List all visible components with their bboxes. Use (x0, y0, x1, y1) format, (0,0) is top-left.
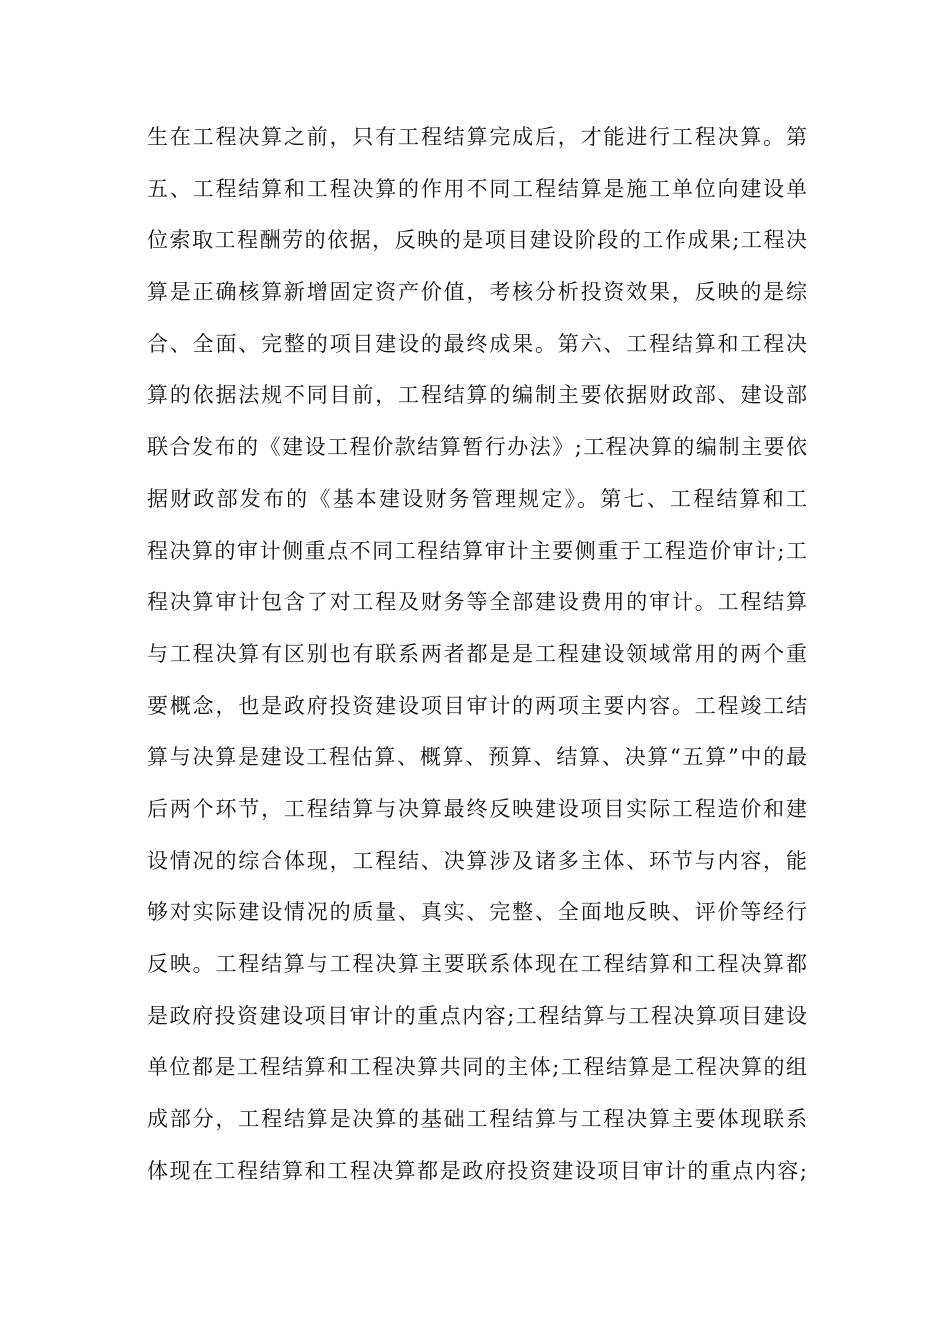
text-line: 据财政部发布的《基本建设财务管理规定》。第七、工程结算和工 (147, 486, 807, 511)
text-line: 合、全面、完整的项目建设的最终成果。第六、工程结算和工程决 (147, 331, 807, 356)
text-line: 生在工程决算之前，只有工程结算完成后，才能进行工程决算。第 (147, 125, 807, 149)
text-line: 程决算审计包含了对工程及财务等全部建设费用的审计。工程结算 (147, 590, 807, 615)
text-line: 后两个环节，工程结算与决算最终反映建设项目实际工程造价和建 (147, 796, 807, 821)
text-line: 五、工程结算和工程决算的作用不同工程结算是施工单位向建设单 (147, 176, 807, 201)
text-line: 体现在工程结算和工程决算都是政府投资建设项目审计的重点内容; (147, 1158, 807, 1183)
text-line: 是政府投资建设项目审计的重点内容;工程结算与工程决算项目建设 (147, 1003, 807, 1028)
body-text (147, 117, 807, 1202)
text-line: 要概念，也是政府投资建设项目审计的两项主要内容。工程竣工结 (147, 693, 807, 718)
text-line: 单位都是工程结算和工程决算共同的主体;工程结算是工程决算的组 (147, 1055, 807, 1080)
text-line: 联合发布的《建设工程价款结算暂行办法》;工程决算的编制主要依 (147, 435, 807, 460)
text-line: 算的依据法规不同目前，工程结算的编制主要依据财政部、建设部 (147, 383, 807, 408)
text-line: 算是正确核算新增固定资产价值，考核分析投资效果，反映的是综 (147, 280, 807, 305)
text-line: 算与决算是建设工程估算、概算、预算、结算、决算“五算”中的最 (147, 745, 807, 770)
text-line: 与工程决算有区别也有联系两者都是是工程建设领域常用的两个重 (147, 641, 807, 666)
text-line: 位索取工程酬劳的依据，反映的是项目建设阶段的工作成果;工程决 (147, 228, 807, 253)
text-line: 成部分，工程结算是决算的基础工程结算与工程决算主要体现联系 (147, 1107, 807, 1132)
text-line: 反映。工程结算与工程决算主要联系体现在工程结算和工程决算都 (147, 952, 807, 976)
text-line: 够对实际建设情况的质量、真实、完整、全面地反映、评价等经行 (147, 900, 807, 925)
text-line: 程决算的审计侧重点不同工程结算审计主要侧重于工程造价审计;工 (147, 538, 807, 563)
text-line: 设情况的综合体现，工程结、决算涉及诸多主体、环节与内容，能 (147, 848, 807, 873)
